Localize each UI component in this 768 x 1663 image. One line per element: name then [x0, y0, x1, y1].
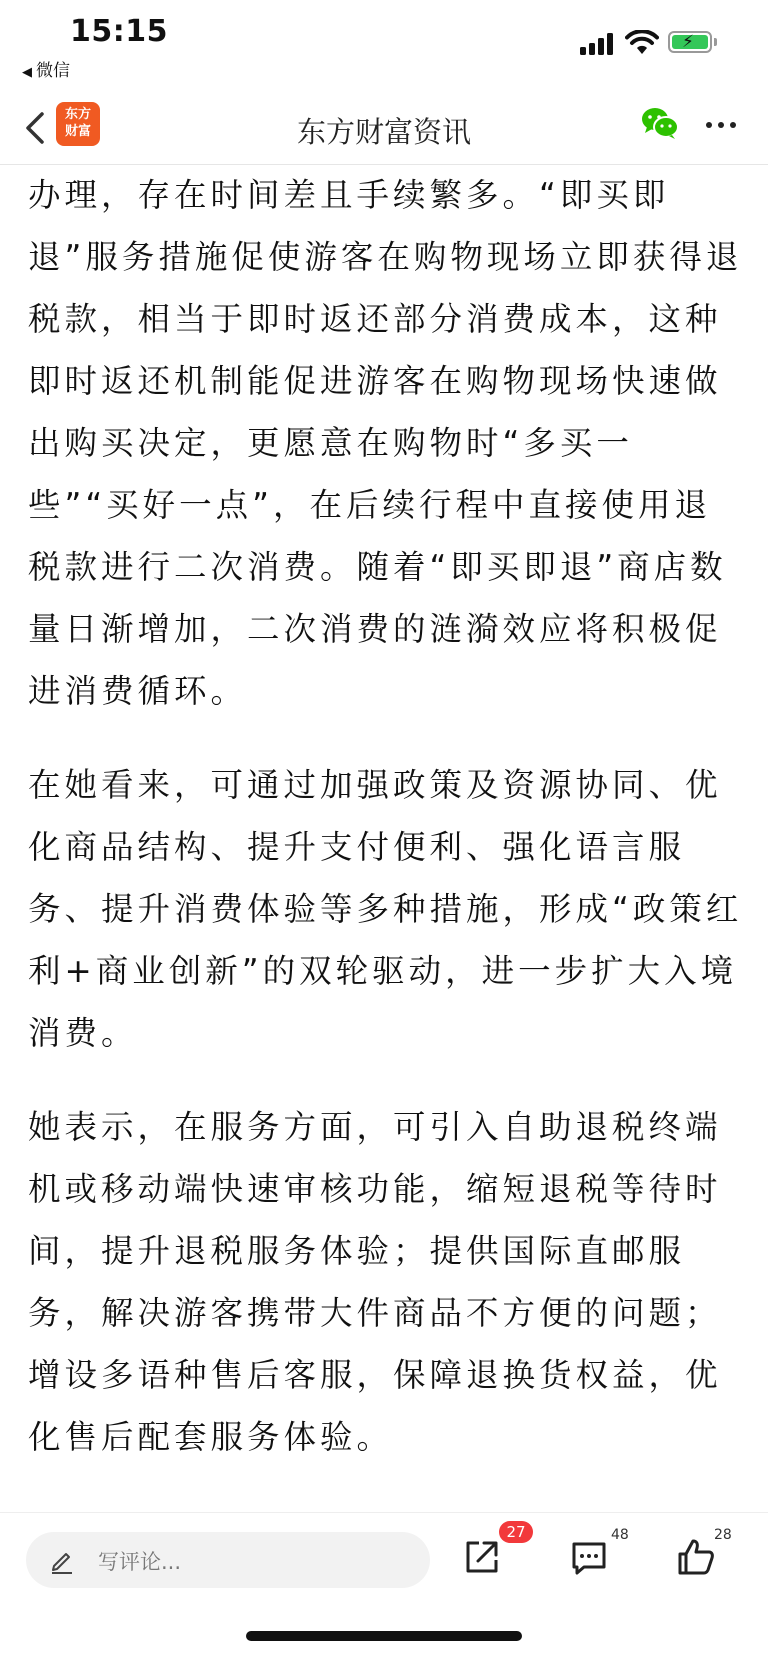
pen-icon	[48, 1546, 76, 1574]
article-paragraph: 在她看来，可通过加强政策及资源协同、优化商品结构、提升支付便利、强化语言服务、提升消费体验等多种措施，形成“政策红利+商业创新”的双轮驱动，进一步扩大入境消费。	[28, 766, 743, 1052]
comment-count: 48	[611, 1527, 629, 1543]
cellular-signal-icon	[580, 33, 616, 55]
share-count-badge: 27	[499, 1521, 533, 1543]
article-paragraph: 她表示，在服务方面，可引入自助退税终端机或移动端快速审核功能，缩短退税等待时间，提升退税服务体验；提供国际直邮服务，解决游客携带大件商品不方便的问题；增设多语种售后客服，保障退换货权益，优化售后配套服务体验。	[28, 1108, 722, 1456]
like-count: 28	[714, 1527, 732, 1543]
battery-icon: ⚡	[668, 31, 712, 53]
share-icon[interactable]	[462, 1537, 502, 1577]
article-paragraph: 办理，存在时间差且手续繁多。“即买即退”服务措施促使游客在购物现场立即获得退税款，相当于即时返还部分消费成本，这种即时返还机制能促进游客在购物现场快速做出购买决定，更愿意在购物时“多买一些”“买好一点”，在后续行程中直接使用退税款进行二次消费。随着“即买即退”商店数量日渐增加，二次消费的涟漪效应将积极促进消费循环。	[28, 176, 743, 710]
article-body	[28, 164, 744, 1468]
thumbs-up-icon[interactable]	[676, 1537, 716, 1577]
back-triangle-icon: ◀	[22, 65, 32, 80]
logo-line-2: 财富	[64, 124, 91, 139]
comment-icon[interactable]	[570, 1539, 608, 1577]
more-options-icon[interactable]	[706, 122, 736, 128]
back-app-label: 微信	[36, 61, 70, 81]
bottom-action-bar	[0, 1512, 768, 1663]
page-title: 东方财富资讯	[296, 115, 471, 149]
nav-bar	[0, 92, 768, 165]
status-bar	[0, 0, 768, 92]
wechat-share-icon[interactable]	[640, 106, 680, 140]
battery-cap	[714, 38, 717, 46]
comment-input[interactable]	[26, 1532, 430, 1588]
status-time: 15:15	[70, 14, 168, 49]
wifi-icon	[625, 30, 659, 56]
logo-line-1: 东方	[64, 107, 91, 122]
comment-placeholder: 写评论...	[98, 1550, 182, 1574]
home-indicator[interactable]	[246, 1631, 522, 1641]
back-to-wechat-link[interactable]	[22, 56, 70, 81]
